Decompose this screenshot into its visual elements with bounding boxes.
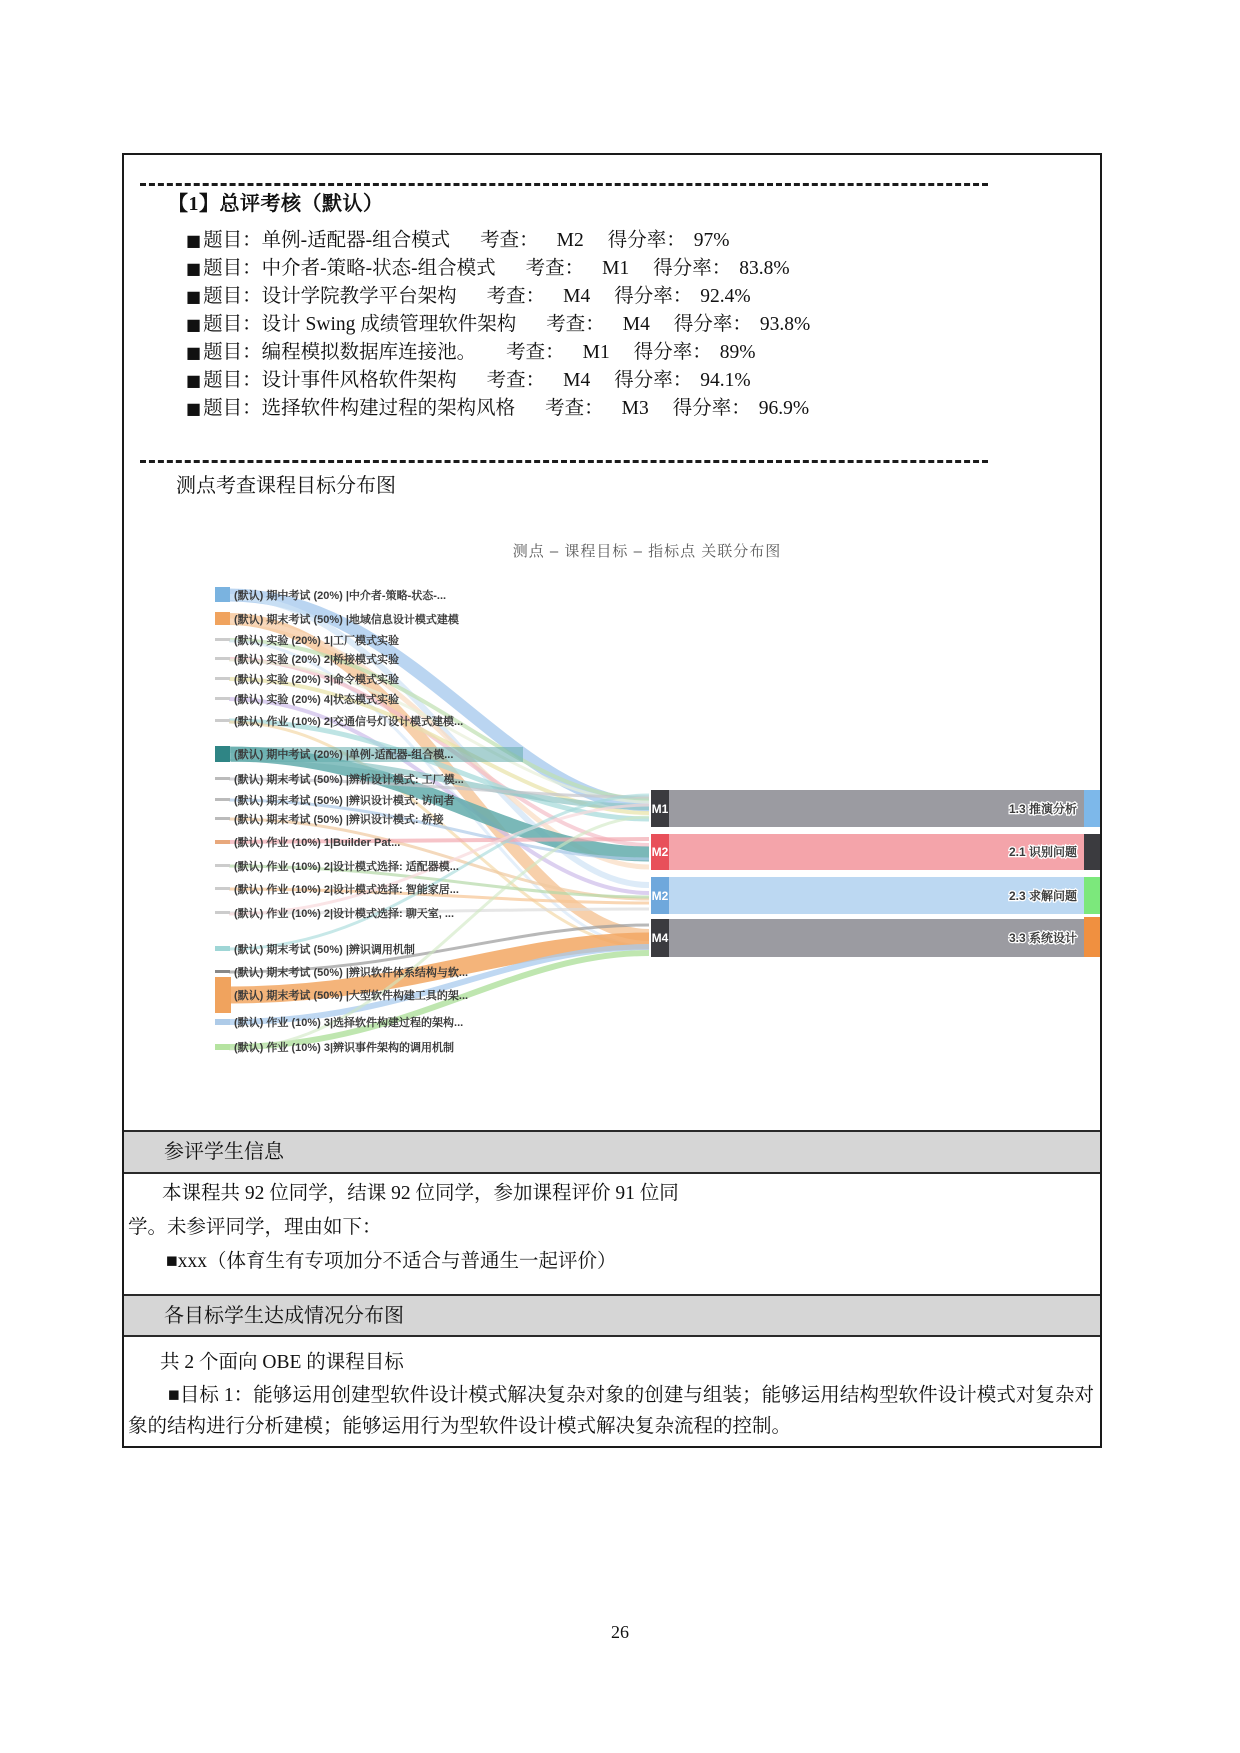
left-node-label: (默认) 作业 (10%) 2|设计模式选择: 聊天室, ... xyxy=(234,908,455,920)
report-table xyxy=(122,153,1102,1448)
item-rate: 92.4% xyxy=(700,286,751,307)
item-module: M1 xyxy=(582,342,610,363)
page-number: 26 xyxy=(611,1622,629,1642)
left-node-label: (默认) 实验 (20%) 4|状态模式实验 xyxy=(234,694,400,706)
right-node-label: 2.3 求解问题 xyxy=(1008,889,1077,903)
square-bullet-icon: ■ xyxy=(186,315,202,334)
item-module: M4 xyxy=(622,314,650,335)
item-rate: 94.1% xyxy=(700,370,751,391)
left-node-label: (默认) 实验 (20%) 3|命令模式实验 xyxy=(234,674,400,686)
item-module: M2 xyxy=(556,230,584,251)
left-node-label: (默认) 期中考试 (20%) |中介者-策略-状态-... xyxy=(234,590,447,602)
sankey-left-nodes xyxy=(215,587,231,1050)
left-node xyxy=(215,887,230,890)
exam-label: 考查： xyxy=(546,314,605,335)
square-bullet-icon: ■ xyxy=(186,343,202,362)
left-node xyxy=(215,657,230,660)
students-reason: ■xxx（体育生有专项加分不适合与普通生一起评价） xyxy=(166,1251,617,1272)
right-node xyxy=(1084,877,1100,914)
exam-label: 考查： xyxy=(486,286,546,307)
exam-label: 考查： xyxy=(480,230,539,251)
middle-node-label: M2 xyxy=(651,845,669,859)
sankey-middle-nodes xyxy=(651,790,669,957)
rate-label: 得分率： xyxy=(614,370,693,391)
left-node xyxy=(215,977,231,1013)
square-bullet-icon: ■ xyxy=(186,287,202,306)
left-node xyxy=(215,970,230,973)
item-module: M1 xyxy=(602,258,630,279)
rate-label: 得分率： xyxy=(607,230,686,251)
item-title: 选择软件构建过程的架构风格 xyxy=(261,398,516,419)
left-node-label: (默认) 作业 (10%) 1|Builder Pat... xyxy=(234,837,401,849)
students-section-header: 参评学生信息 xyxy=(124,1130,1100,1174)
right-node-label: 2.1 识别问题 xyxy=(1008,845,1077,859)
right-node xyxy=(1084,917,1100,957)
item-title: 设计事件风格软件架构 xyxy=(261,370,457,391)
assessment-item xyxy=(186,255,810,283)
item-title: 中介者-策略-状态-组合模式 xyxy=(261,258,496,279)
left-node xyxy=(215,840,230,844)
rate-label: 得分率： xyxy=(653,258,732,279)
left-node xyxy=(215,817,230,820)
item-rate: 83.8% xyxy=(739,258,790,279)
left-node-label: (默认) 作业 (10%) 2|设计模式选择: 适配器模... xyxy=(234,861,459,873)
square-bullet-icon: ■ xyxy=(186,231,202,250)
left-node-label: (默认) 作业 (10%) 3|辨识事件架构的调用机制 xyxy=(234,1042,455,1054)
item-module: M3 xyxy=(621,398,649,419)
left-node-label: (默认) 作业 (10%) 3|选择软件构建过程的架构... xyxy=(234,1017,464,1029)
item-title: 编程模拟数据库连接池。 xyxy=(261,342,477,363)
left-node xyxy=(215,612,230,625)
goals-text xyxy=(124,1347,1100,1442)
left-node-label: (默认) 作业 (10%) 2|设计模式选择: 智能家居... xyxy=(234,884,459,896)
item-rate: 97% xyxy=(693,230,730,251)
middle-node-label: M4 xyxy=(651,931,669,945)
chart-section-heading: 测点考查课程目标分布图 xyxy=(176,475,396,497)
item-label: 题目： xyxy=(203,258,262,279)
assessment-section-heading: 【1】总评考核（默认） xyxy=(168,193,384,215)
left-node xyxy=(215,587,230,602)
exam-label: 考查： xyxy=(545,398,604,419)
left-node-label: (默认) 作业 (10%) 2|交通信号灯设计模式建模... xyxy=(234,716,464,728)
goal-1-description: ■目标 1：能够运用创建型软件设计模式解决复杂对象的创建与组装；能够运用结构型软件设计模式对复杂对象的结构进行分析建模；能够运用行为型软件设计模式解决复杂流程的控制。 xyxy=(128,1385,1094,1437)
left-node-label: (默认) 实验 (20%) 2|桥接模式实验 xyxy=(234,654,400,666)
item-label: 题目： xyxy=(203,398,262,419)
left-node xyxy=(215,638,230,641)
students-info-text xyxy=(124,1177,1096,1279)
left-node-label: (默认) 期末考试 (50%) |辨识设计模式: 访问者 xyxy=(234,795,455,807)
rate-label: 得分率： xyxy=(672,398,751,419)
middle-node-label: M1 xyxy=(651,802,669,816)
left-node-label: (默认) 期中考试 (20%) |单例-适配器-组合模... xyxy=(234,749,454,761)
left-node-label: (默认) 期末考试 (50%) |辨识软件体系结构与软... xyxy=(234,967,469,979)
dashed-divider-mid xyxy=(140,460,988,463)
left-node xyxy=(215,798,230,801)
assessment-list xyxy=(186,227,810,423)
square-bullet-icon: ■ xyxy=(186,259,202,278)
left-node xyxy=(215,1044,230,1050)
exam-label: 考查： xyxy=(506,342,565,363)
item-rate: 89% xyxy=(719,342,756,363)
right-node-label: 1.3 推演分析 xyxy=(1008,802,1077,816)
left-node-label: (默认) 期末考试 (50%) |大型软件构建工具的架... xyxy=(234,990,469,1002)
goals-count-line: 共 2 个面向 OBE 的课程目标 xyxy=(160,1352,404,1373)
left-node xyxy=(215,746,230,762)
dashed-divider-top xyxy=(140,183,988,186)
assessment-item xyxy=(186,311,810,339)
left-node-label: (默认) 实验 (20%) 1|工厂模式实验 xyxy=(234,635,400,647)
students-line1: 本课程共 92 位同学，结课 92 位同学，参加课程评价 91 位同 xyxy=(162,1183,679,1204)
left-node-label: (默认) 期末考试 (50%) |辨识设计模式: 桥接 xyxy=(234,814,444,826)
left-node xyxy=(215,864,230,867)
left-node xyxy=(215,1019,230,1025)
assessment-item xyxy=(186,367,810,395)
sankey-chart-title: 测点 – 课程目标 – 指标点 关联分布图 xyxy=(512,543,782,560)
assessment-item xyxy=(186,395,810,423)
assessment-item xyxy=(186,227,810,255)
left-node xyxy=(215,777,230,780)
left-node-label: (默认) 期末考试 (50%) |辨识调用机制 xyxy=(234,944,415,956)
item-rate: 96.9% xyxy=(758,398,810,419)
sankey-right-nodes xyxy=(1009,790,1100,957)
left-node xyxy=(215,677,230,680)
item-rate: 93.8% xyxy=(759,314,811,335)
rate-label: 得分率： xyxy=(614,286,693,307)
assessment-item xyxy=(186,283,810,311)
rate-label: 得分率： xyxy=(673,314,752,335)
item-module: M4 xyxy=(563,286,591,307)
right-node xyxy=(1084,834,1100,870)
item-label: 题目： xyxy=(203,314,262,335)
left-node xyxy=(215,946,230,951)
left-node xyxy=(215,719,230,722)
sankey-chart xyxy=(187,567,1107,1127)
assessment-item xyxy=(186,339,810,367)
item-label: 题目： xyxy=(203,370,262,391)
square-bullet-icon: ■ xyxy=(186,399,202,418)
item-title: 单例-适配器-组合模式 xyxy=(261,230,451,251)
goals-section-header: 各目标学生达成情况分布图 xyxy=(124,1294,1100,1337)
students-line2: 学。未参评同学，理由如下： xyxy=(128,1217,382,1238)
left-node-label: (默认) 期末考试 (50%) |地域信息设计模式建模 xyxy=(234,614,459,626)
left-node xyxy=(215,697,230,700)
square-bullet-icon: ■ xyxy=(186,371,202,390)
item-title: 设计 Swing 成绩管理软件架构 xyxy=(261,314,517,335)
item-module: M4 xyxy=(563,370,591,391)
right-node xyxy=(1084,790,1100,827)
exam-label: 考查： xyxy=(486,370,546,391)
item-title: 设计学院教学平台架构 xyxy=(261,286,457,307)
item-label: 题目： xyxy=(203,286,262,307)
left-node-label: (默认) 期末考试 (50%) |辨析设计模式: 工厂模... xyxy=(234,774,464,786)
item-label: 题目： xyxy=(203,230,262,251)
left-node xyxy=(215,911,230,914)
right-node-label: 3.3 系统设计 xyxy=(1008,931,1077,945)
exam-label: 考查： xyxy=(525,258,585,279)
middle-node-label: M2 xyxy=(651,889,669,903)
item-label: 题目： xyxy=(203,342,262,363)
rate-label: 得分率： xyxy=(633,342,712,363)
